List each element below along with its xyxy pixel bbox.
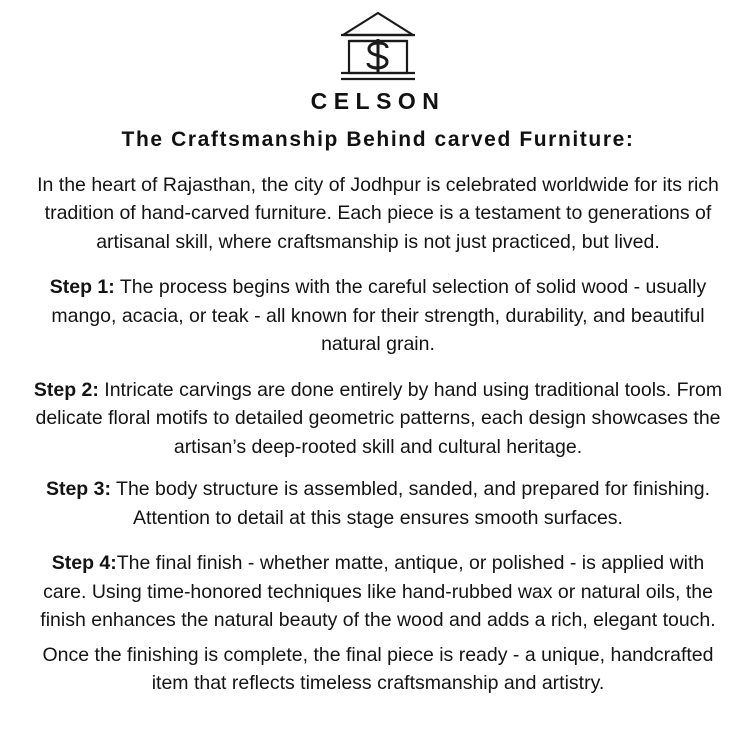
brand-name: CELSON	[310, 88, 446, 114]
closing-paragraph: Once the finishing is complete, the final piece is ready - a unique, handcrafted item that reflects timeless craftsmanship and artistry.	[42, 643, 714, 695]
step-2-paragraph	[28, 376, 728, 461]
step-3-text: The body structure is assembled, sanded, and prepared for finishing. Attention to detail at this stage ensures smooth surfaces.	[110, 478, 711, 529]
step-2-text: Intricate carvings are done entirely by hand using traditional tools. From delicate floral motifs to detailed geometric patterns, each design showcases the artisan’s deep-rooted skill and cultural heritage.	[35, 378, 723, 458]
step-4-text: The final finish - whether matte, antique, or polished - is applied with care. Using time-honored techniques like hand-rubbed wax or natural oils, the finish enhances the natural beauty of the wood and adds a rich, elegant touch.	[40, 552, 716, 632]
house-monogram-icon	[335, 10, 421, 84]
brand-logo	[335, 10, 421, 84]
step-1-label: Step 1:	[49, 276, 115, 299]
step-2-label: Step 2:	[33, 378, 99, 401]
step-3-label: Step 3:	[45, 478, 111, 501]
step-1-paragraph	[28, 273, 728, 358]
step-1-text: The process begins with the careful selection of solid wood - usually mango, acacia, or teak - all known for their strength, durability, and beautiful natural grain.	[51, 276, 707, 356]
step-3-paragraph	[28, 475, 728, 532]
step-4-paragraph	[28, 549, 728, 634]
page-title: The Craftsmanship Behind carved Furniture:	[121, 128, 635, 151]
step-4-label: Step 4:	[51, 552, 117, 575]
intro-paragraph: In the heart of Rajasthan, the city of Jodhpur is celebrated worldwide for its rich tradition of hand-carved furniture. Each piece is a testament to generations of artisanal skill, where craftsmanship is not just practiced, but lived.	[37, 174, 719, 253]
